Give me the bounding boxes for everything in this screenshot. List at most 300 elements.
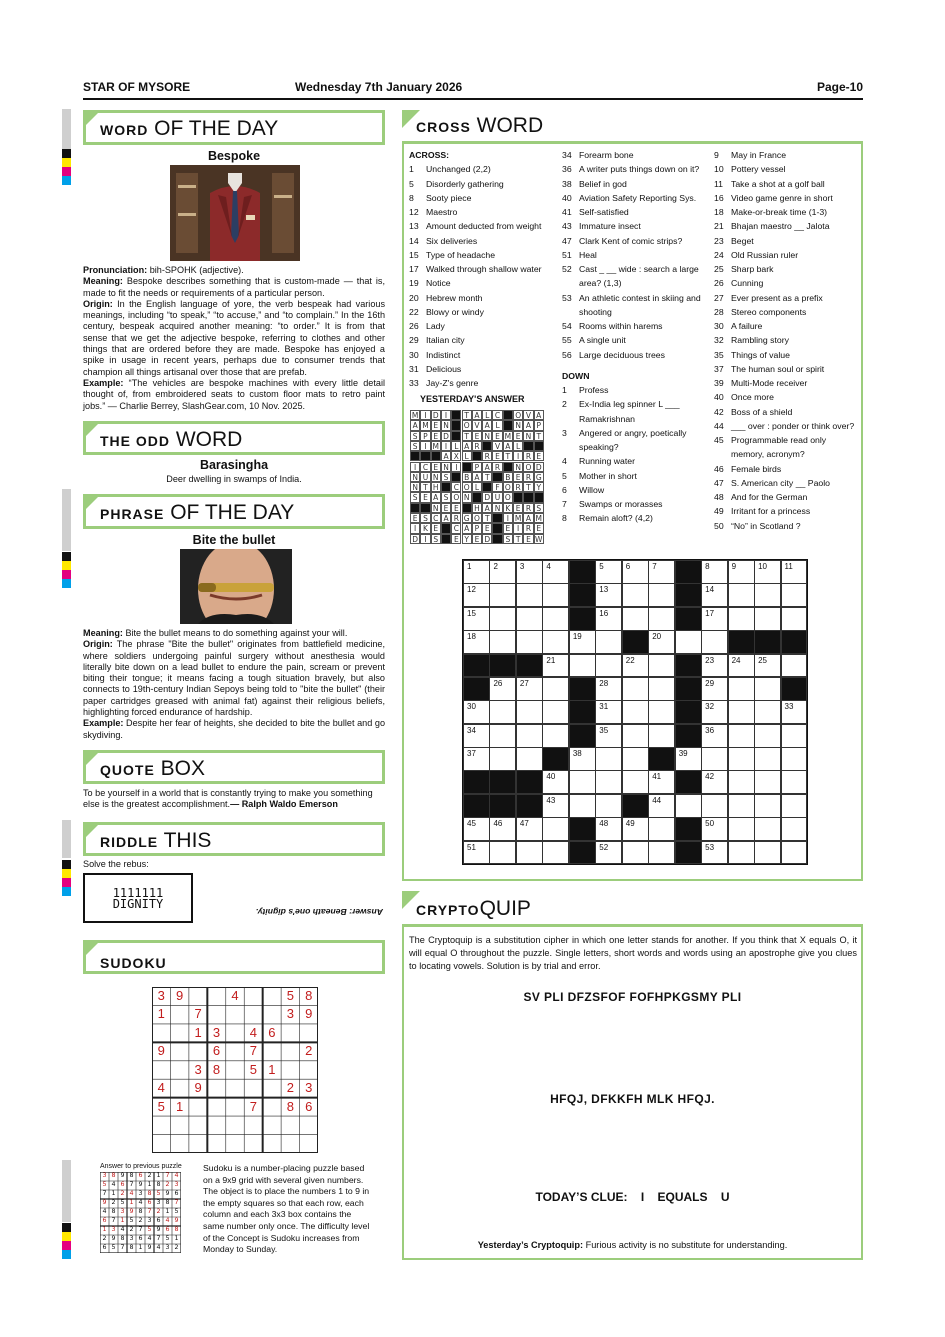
block-cell — [523, 492, 533, 502]
sudoku-digit: 5 — [165, 1235, 170, 1242]
crossword-cell[interactable] — [728, 654, 755, 678]
crossword-cell[interactable] — [781, 794, 808, 818]
answer-cell: S — [431, 534, 441, 544]
answer-cell: A — [482, 420, 492, 430]
cell-number: 7 — [652, 562, 657, 571]
riddle-answer: Answer: Beneath one's dignity. — [255, 907, 383, 917]
cell-number: 20 — [652, 632, 662, 642]
crossword-cell[interactable] — [701, 770, 728, 794]
crossword-cell[interactable] — [754, 770, 781, 794]
clue-text: Running water — [579, 456, 636, 467]
cell-number: 10 — [758, 562, 767, 571]
sudoku-digit: 3 — [174, 1181, 179, 1188]
answer-cell: R — [523, 503, 533, 513]
crossword-cell[interactable] — [701, 607, 728, 631]
block-cell — [516, 654, 543, 678]
clue-number: 34 — [562, 150, 572, 160]
block-cell — [569, 560, 596, 584]
crossword-cell[interactable] — [781, 654, 808, 678]
crossword-cell[interactable] — [516, 700, 543, 724]
crossword-cell[interactable] — [754, 700, 781, 724]
cell-number: 41 — [652, 772, 662, 782]
clue-item — [409, 362, 559, 376]
crossword-cell[interactable] — [542, 700, 569, 724]
cell-number: 52 — [599, 842, 609, 852]
crossword-cell[interactable] — [595, 747, 622, 771]
crossword-cell[interactable] — [489, 677, 516, 701]
crossword-cell[interactable] — [781, 747, 808, 771]
cell-number: 43 — [546, 795, 556, 805]
sudoku-digit: 5 — [174, 1208, 179, 1215]
sudoku-digit: 6 — [305, 1098, 313, 1114]
answer-cell: P — [534, 420, 544, 430]
answer-cell: T — [420, 482, 430, 492]
crossword-cell[interactable] — [648, 630, 675, 654]
answer-cell: T — [462, 410, 472, 420]
crossword-cell[interactable] — [516, 630, 543, 654]
headword: Bespoke — [207, 149, 261, 163]
sudoku-digit: 8 — [129, 1244, 134, 1251]
clue-number: 22 — [409, 306, 419, 317]
crossword-cell[interactable] — [542, 607, 569, 631]
sudoku-digit: 5 — [157, 1098, 165, 1114]
crossword-cell[interactable] — [489, 817, 516, 841]
across-clues-col-1 — [409, 148, 559, 390]
clue-text: Beget — [731, 235, 754, 246]
answer-cell: C — [492, 410, 502, 420]
cell-number: 21 — [546, 655, 556, 665]
crossword-cell[interactable] — [781, 841, 808, 865]
crossword-cell[interactable] — [542, 794, 569, 818]
clue-item — [714, 490, 859, 504]
cell-number: 47 — [519, 819, 529, 829]
crossword-cell[interactable] — [754, 607, 781, 631]
crossword-cell[interactable] — [595, 560, 622, 584]
cell-number: 1 — [467, 562, 472, 571]
clue-number: 52 — [562, 264, 572, 274]
cell-number: 32 — [705, 702, 715, 712]
crossword-cell[interactable] — [754, 583, 781, 607]
clue-number: 8 — [409, 192, 414, 203]
crossword-cell[interactable] — [648, 817, 675, 841]
crossword-cell[interactable] — [463, 560, 490, 584]
crossword-cell[interactable] — [542, 841, 569, 865]
clue-text: Pottery vessel — [731, 164, 786, 175]
clue-item — [409, 276, 559, 290]
odd-word-heading: THE ODD WORD — [83, 421, 385, 455]
clue-text: Clark Kent of comic strips? — [579, 235, 683, 246]
cell-number: 36 — [705, 725, 715, 735]
clue-number: 18 — [714, 207, 724, 217]
crossword-cell[interactable] — [489, 841, 516, 865]
answer-cell: L — [462, 451, 472, 461]
answer-cell: E — [431, 431, 441, 441]
answer-cell: A — [441, 451, 451, 461]
cell-number: 22 — [625, 655, 635, 665]
crossword-cell[interactable] — [675, 794, 702, 818]
crossword-cell[interactable] — [622, 607, 649, 631]
crossword-cell[interactable] — [516, 583, 543, 607]
clue-item — [714, 319, 859, 333]
crossword-cell[interactable] — [489, 700, 516, 724]
block-cell — [542, 747, 569, 771]
answer-cell: L — [513, 441, 523, 451]
crossword-cell[interactable] — [569, 770, 596, 794]
crossword-cell[interactable] — [701, 700, 728, 724]
crossword-cell[interactable] — [701, 841, 728, 865]
crossword-cell[interactable] — [781, 560, 808, 584]
block-cell — [675, 677, 702, 701]
block-cell — [503, 420, 513, 430]
block-cell — [622, 630, 649, 654]
clue-number: 20 — [409, 292, 419, 303]
crossword-cell[interactable] — [754, 560, 781, 584]
crossword-cell[interactable] — [648, 794, 675, 818]
crossword-cell[interactable] — [648, 770, 675, 794]
cell-number: 11 — [784, 562, 793, 571]
cell-number: 37 — [467, 749, 476, 759]
crossword-cell[interactable] — [463, 817, 490, 841]
answer-cell: D — [410, 534, 420, 544]
clue-item — [714, 191, 859, 205]
clue-text: Ever present as a prefix — [731, 292, 823, 303]
clue-item — [714, 262, 859, 276]
sudoku-digit: 8 — [147, 1190, 152, 1197]
answer-cell: O — [451, 492, 461, 502]
answer-cell: I — [420, 410, 430, 420]
clue-text: A failure — [731, 321, 763, 331]
crossword-cell[interactable] — [622, 724, 649, 748]
block-cell — [569, 583, 596, 607]
crossword-cell[interactable] — [516, 724, 543, 748]
color-register-mark — [62, 860, 71, 896]
crossword-cell[interactable] — [595, 794, 622, 818]
clue-number: 42 — [714, 406, 724, 417]
clue-number: 13 — [409, 221, 419, 232]
crossword-cell[interactable] — [754, 654, 781, 678]
clue-text: Delicious — [426, 363, 462, 374]
clue-item — [562, 177, 707, 191]
crossword-cell[interactable] — [728, 841, 755, 865]
answer-cell: S — [441, 472, 451, 482]
crossword-cell[interactable] — [701, 724, 728, 748]
cell-number: 26 — [493, 678, 503, 688]
answer-cell: E — [523, 534, 533, 544]
cell-number: 45 — [467, 819, 476, 829]
crossword-cell[interactable] — [701, 654, 728, 678]
clue-item — [409, 205, 559, 219]
clue-number: 2 — [562, 399, 567, 410]
clue-number: 39 — [714, 378, 724, 388]
crossword-cell[interactable] — [675, 747, 702, 771]
answer-cell: E — [534, 451, 544, 461]
crossword-cell[interactable] — [622, 700, 649, 724]
crossword-cell[interactable] — [463, 700, 490, 724]
answer-cell: N — [431, 472, 441, 482]
crossword-cell[interactable] — [622, 560, 649, 584]
clue-item — [409, 305, 559, 319]
crossword-cell[interactable] — [622, 654, 649, 678]
crossword-cell[interactable] — [728, 677, 755, 701]
crossword-cell[interactable] — [622, 770, 649, 794]
crossword-cell[interactable] — [489, 724, 516, 748]
clue-text: Angered or angry, poetically speaking? — [579, 427, 687, 452]
sudoku-digit: 3 — [157, 988, 165, 1003]
clue-number: 17 — [409, 264, 419, 274]
crossword-cell[interactable] — [728, 770, 755, 794]
crossword-cell[interactable] — [463, 841, 490, 865]
rebus-top: 1111111 — [112, 886, 164, 900]
crossword-cell[interactable] — [569, 747, 596, 771]
crossword-cell[interactable] — [754, 817, 781, 841]
crossword-cell[interactable] — [728, 724, 755, 748]
clue-text: Cast _ __ wide : search a large area? (1,3) — [579, 264, 699, 289]
crossword-cell[interactable] — [595, 817, 622, 841]
crossword-cell[interactable] — [754, 724, 781, 748]
crossword-cell[interactable] — [675, 630, 702, 654]
crossword-cell[interactable] — [622, 583, 649, 607]
cell-number: 28 — [599, 678, 609, 688]
crossword-cell[interactable] — [728, 560, 755, 584]
crossword-cell[interactable] — [516, 747, 543, 771]
crossword-cell[interactable] — [648, 583, 675, 607]
cell-number: 48 — [599, 819, 609, 829]
crossword-cell[interactable] — [595, 630, 622, 654]
clue-number: 8 — [562, 513, 567, 524]
answer-cell: D — [534, 462, 544, 472]
clue-text: Willow — [579, 484, 605, 495]
block-cell — [516, 770, 543, 794]
yesterday-crossword-grid — [410, 410, 544, 544]
crossword-cell[interactable] — [781, 700, 808, 724]
cryptoquip-intro: The Cryptoquip is a substitution cipher in which one letter stands for another. If you think that X equals O, it will equal O throughout the puzzle. Single letters, short words and words using an apostrophe give you clues to locating vowels. Solution is by trial and error. — [409, 935, 857, 971]
sudoku-digit: 7 — [120, 1244, 125, 1251]
crossword-cell[interactable] — [781, 817, 808, 841]
clue-text: Aviation Safety Reporting Sys. — [579, 192, 697, 203]
clue-item — [714, 148, 859, 162]
crossword-cell[interactable] — [701, 677, 728, 701]
crossword-cell[interactable] — [489, 560, 516, 584]
crossword-cell[interactable] — [595, 677, 622, 701]
clue-number: 16 — [714, 192, 724, 203]
sudoku-digit: 7 — [147, 1208, 152, 1215]
cell-number: 15 — [467, 608, 476, 618]
block-cell — [503, 410, 513, 420]
block-cell — [569, 700, 596, 724]
crossword-cell[interactable] — [489, 630, 516, 654]
clue-item — [714, 390, 859, 404]
crossword-cell[interactable] — [648, 654, 675, 678]
answer-cell: M — [535, 514, 542, 523]
crossword-cell[interactable] — [701, 747, 728, 771]
crossword-cell[interactable] — [516, 560, 543, 584]
block-cell — [463, 677, 490, 701]
crossword-cell[interactable] — [516, 607, 543, 631]
sudoku-digit: 4 — [111, 1181, 116, 1188]
crossword-cell[interactable] — [754, 747, 781, 771]
answer-cell: I — [513, 451, 523, 461]
crossword-cell[interactable] — [701, 583, 728, 607]
crossword-cell[interactable] — [648, 724, 675, 748]
crossword-cell[interactable] — [728, 747, 755, 771]
crossword-cell[interactable] — [648, 841, 675, 865]
crossword-cell[interactable] — [728, 583, 755, 607]
answer-cell: A — [503, 441, 513, 451]
sudoku-digit: 3 — [286, 1006, 294, 1022]
crossword-cell[interactable] — [622, 817, 649, 841]
crossword-cell[interactable] — [728, 817, 755, 841]
sudoku-digit: 9 — [111, 1235, 116, 1242]
crossword-cell[interactable] — [701, 794, 728, 818]
crossword-cell[interactable] — [463, 630, 490, 654]
crossword-cell[interactable] — [489, 747, 516, 771]
answer-cell: S — [420, 513, 430, 523]
sudoku-digit: 5 — [286, 988, 294, 1003]
crossword-cell[interactable] — [595, 724, 622, 748]
crossword-cell[interactable] — [648, 677, 675, 701]
sudoku-digit: 4 — [156, 1244, 161, 1251]
clue-number: 3 — [562, 427, 567, 438]
crossword-cell[interactable] — [569, 630, 596, 654]
answer-cell: I — [410, 523, 420, 533]
crossword-cell[interactable] — [516, 817, 543, 841]
crossword-cell[interactable] — [781, 770, 808, 794]
cell-number: 25 — [758, 655, 767, 665]
crossword-cell[interactable] — [489, 583, 516, 607]
crossword-cell[interactable] — [781, 724, 808, 748]
crossword-cell[interactable] — [648, 607, 675, 631]
crossword-cell[interactable] — [569, 794, 596, 818]
crossword-cell[interactable] — [595, 654, 622, 678]
crossword-cell[interactable] — [489, 607, 516, 631]
clue-number: 47 — [714, 477, 724, 488]
crossword-cell[interactable] — [542, 677, 569, 701]
answer-cell: A — [410, 420, 420, 430]
answer-cell: E — [503, 523, 513, 533]
sudoku-digit: 6 — [156, 1217, 161, 1224]
block-cell — [569, 677, 596, 701]
crossword-cell[interactable] — [542, 560, 569, 584]
crossword-cell[interactable] — [569, 654, 596, 678]
block-cell — [463, 794, 490, 818]
sudoku-digit: 5 — [111, 1244, 116, 1251]
clue-number: 25 — [714, 264, 724, 274]
crossword-cell[interactable] — [781, 607, 808, 631]
crossword-cell[interactable] — [542, 654, 569, 678]
cell-number: 42 — [705, 772, 715, 782]
answer-cell: V — [492, 441, 502, 451]
crossword-cell[interactable] — [463, 583, 490, 607]
crossword-cell[interactable] — [781, 583, 808, 607]
crossword-cell[interactable] — [648, 560, 675, 584]
crossword-grid[interactable] — [462, 559, 808, 865]
clue-text: The human soul or spirit — [731, 363, 825, 374]
sudoku-digit: 1 — [120, 1217, 125, 1224]
answer-cell: E — [451, 534, 461, 544]
clue-text: Things of value — [731, 349, 790, 360]
crossword-cell[interactable] — [463, 607, 490, 631]
answer-cell: I — [451, 462, 461, 472]
answer-cell: A — [523, 420, 533, 430]
crossword-cell[interactable] — [542, 630, 569, 654]
quote-text: To be yourself in a world that is constantly trying to make you something else is the greatest accomplishment.— Ralph Waldo Emerson — [83, 788, 373, 810]
crossword-cell[interactable] — [542, 817, 569, 841]
crossword-cell[interactable] — [595, 583, 622, 607]
crossword-cell[interactable] — [701, 630, 728, 654]
block-cell — [410, 503, 420, 513]
crossword-cell[interactable] — [595, 607, 622, 631]
crossword-cell[interactable] — [595, 700, 622, 724]
sudoku-digit: 9 — [102, 1199, 107, 1206]
crossword-cell[interactable] — [728, 607, 755, 631]
clue-text: Sharp bark — [731, 264, 774, 274]
crossword-cell[interactable] — [648, 700, 675, 724]
crossword-cell[interactable] — [516, 677, 543, 701]
sudoku-digit: 6 — [268, 1024, 276, 1040]
sudoku-digit: 9 — [120, 1172, 125, 1179]
clue-number: 24 — [714, 249, 724, 260]
block-cell — [622, 794, 649, 818]
clue-number: 23 — [714, 235, 724, 246]
clue-number: 40 — [562, 192, 572, 203]
clue-number: 55 — [562, 335, 572, 346]
clue-number: 37 — [714, 363, 724, 374]
block-cell — [463, 770, 490, 794]
block-cell — [472, 451, 482, 461]
block-cell — [675, 700, 702, 724]
cell-number: 31 — [599, 702, 609, 712]
crossword-cell[interactable] — [463, 724, 490, 748]
crossword-cell[interactable] — [542, 724, 569, 748]
clue-text: Self-satisfied — [579, 207, 629, 217]
sudoku-digit: 8 — [129, 1172, 134, 1179]
answer-cell: L — [451, 441, 461, 451]
crossword-cell[interactable] — [542, 770, 569, 794]
crossword-cell[interactable] — [622, 747, 649, 771]
crossword-cell[interactable] — [622, 677, 649, 701]
crossword-cell[interactable] — [754, 794, 781, 818]
answer-cell: E — [420, 492, 430, 502]
clue-text: Six deliveries — [426, 235, 478, 246]
sudoku-digit: 2 — [147, 1172, 152, 1179]
across-label: ACROSS: — [409, 150, 450, 160]
crossword-cell[interactable] — [595, 841, 622, 865]
clue-item — [714, 291, 859, 305]
cell-number: 53 — [705, 842, 715, 852]
crossword-cell[interactable] — [728, 700, 755, 724]
crossword-cell[interactable] — [622, 841, 649, 865]
crossword-cell[interactable] — [542, 583, 569, 607]
crossword-cell[interactable] — [754, 677, 781, 701]
clue-text: And for the German — [731, 492, 808, 502]
clue-item — [562, 497, 707, 511]
answer-cell: P — [472, 462, 482, 472]
clue-item — [409, 162, 559, 176]
crossword-cell[interactable] — [754, 841, 781, 865]
answer-cell: I — [441, 410, 451, 420]
crossword-cell[interactable] — [701, 560, 728, 584]
answer-cell: N — [441, 462, 451, 472]
answer-cell: R — [523, 523, 533, 533]
crossword-cell[interactable] — [516, 841, 543, 865]
crossword-cell[interactable] — [728, 794, 755, 818]
clue-item — [409, 234, 559, 248]
clue-item — [409, 177, 559, 191]
crossword-cell[interactable] — [595, 770, 622, 794]
clue-text: Maestro — [426, 207, 458, 217]
crossword-cell[interactable] — [701, 817, 728, 841]
crossword-cell[interactable] — [463, 747, 490, 771]
